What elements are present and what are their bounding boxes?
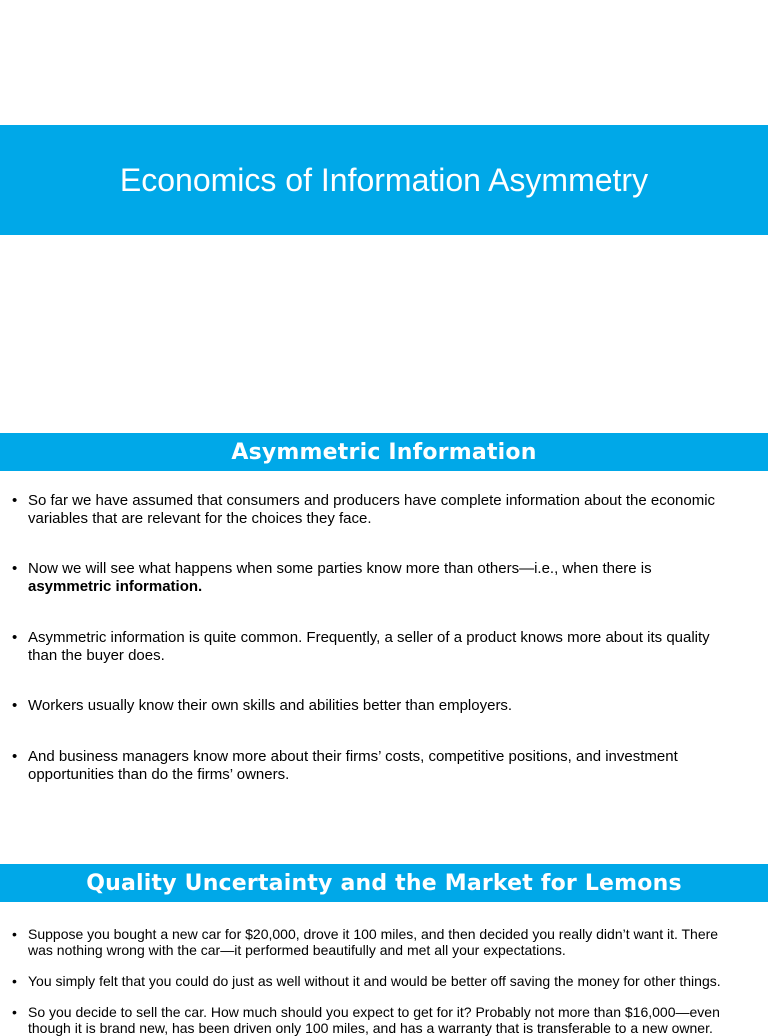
list-item xyxy=(12,629,742,665)
list-item xyxy=(12,973,742,989)
bullet-text: Suppose you bought a new car for $20,000, drove it 100 miles, and then decided you really didn’t want it. There was nothing wrong with the car—it performed beautifully and met all your expectations. xyxy=(28,926,719,958)
bullet-icon: • xyxy=(12,492,18,509)
bullet-icon: • xyxy=(12,697,18,714)
bullet-icon: • xyxy=(12,629,18,646)
section-heading: Quality Uncertainty and the Market for Lemons xyxy=(86,870,682,896)
bullet-text: Workers usually know their own skills and abilities better than employers. xyxy=(28,697,513,714)
bullet-text xyxy=(28,560,742,596)
list-item xyxy=(12,1004,742,1036)
bullet-icon: • xyxy=(12,748,18,765)
list-item xyxy=(12,697,742,715)
list-item xyxy=(12,926,742,958)
bullet-icon: • xyxy=(12,926,17,942)
bullet-text: Asymmetric information is quite common. Frequently, a seller of a product knows more about its quality than the buyer does. xyxy=(28,629,710,664)
list-item xyxy=(12,748,742,784)
bullet-text: And business managers know more about their firms’ costs, competitive positions, and investment opportunities than do the firms’ owners. xyxy=(28,748,678,783)
bullet-icon: • xyxy=(12,1004,17,1020)
page-title: Economics of Information Asymmetry xyxy=(119,161,649,198)
section-heading: Asymmetric Information xyxy=(231,439,537,465)
title-banner xyxy=(0,125,768,235)
bullet-text: So far we have assumed that consumers and producers have complete information about the economic variables that are relevant for the choices they face. xyxy=(28,492,716,527)
section-heading-asymmetric-information xyxy=(0,433,768,471)
list-item xyxy=(12,492,742,528)
bullet-icon: • xyxy=(12,973,17,989)
list-item xyxy=(12,560,742,596)
bullet-text: So you decide to sell the car. How much should you expect to get for it? Probably not more than $16,000—even though it is brand new, has been driven only 100 miles, and has a warranty that is transferable to a new owner. xyxy=(28,1004,720,1036)
section-heading-market-for-lemons xyxy=(0,864,768,902)
bullet-text-plain: Now we will see what happens when some parties know more than others—i.e., when there is xyxy=(28,560,652,577)
bullet-text: You simply felt that you could do just as well without it and would be better off saving the money for other things. xyxy=(28,973,721,989)
bullet-icon: • xyxy=(12,560,18,577)
bullet-text-bold: asymmetric information. xyxy=(28,578,203,595)
